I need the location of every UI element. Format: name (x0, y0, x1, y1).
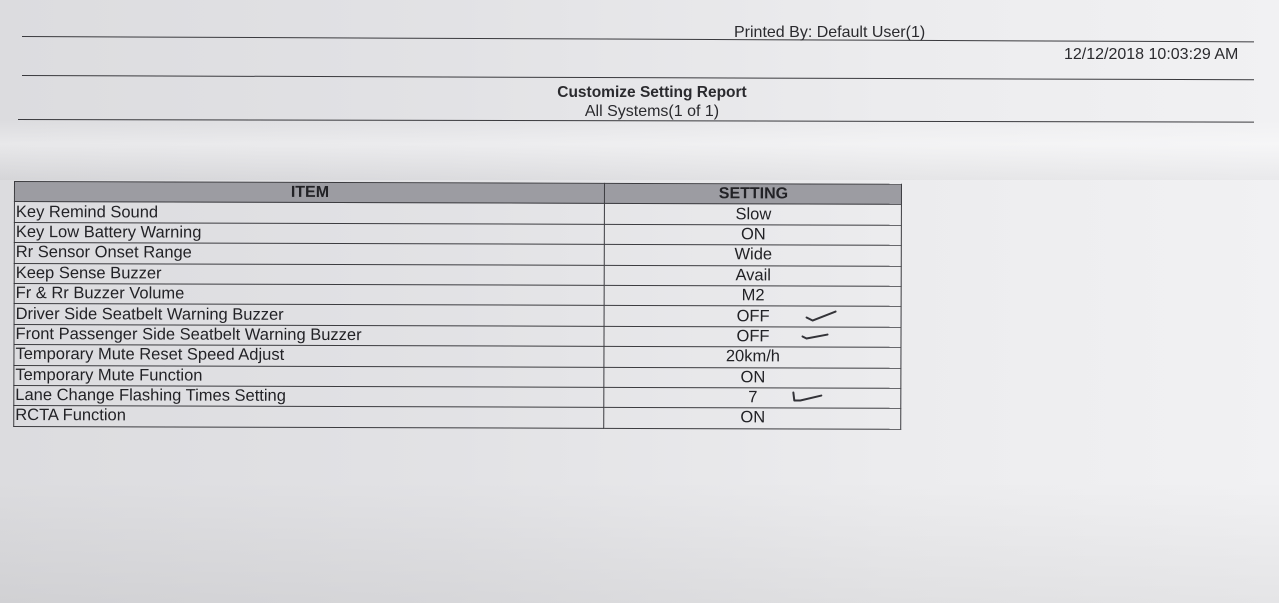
setting-value: 7 (748, 388, 758, 407)
item-cell: Fr & Rr Buzzer Volume (14, 283, 604, 305)
table-row (14, 283, 901, 306)
item-cell: Front Passenger Side Seatbelt Warning Buzzer (14, 324, 604, 346)
table-row (14, 222, 901, 245)
item-cell: Temporary Mute Reset Speed Adjust (14, 345, 604, 367)
print-timestamp: 12/12/2018 10:03:29 AM (1064, 46, 1239, 63)
item-cell: Rr Sensor Onset Range (14, 243, 604, 265)
column-header-item: ITEM (14, 182, 604, 204)
item-cell: Key Remind Sound (14, 202, 604, 224)
table-row (14, 385, 901, 408)
item-cell: Temporary Mute Function (14, 365, 604, 387)
paper-fold-highlight (0, 120, 1279, 180)
setting-value: OFF (736, 327, 770, 346)
setting-cell: ON (604, 224, 901, 245)
table-row (14, 406, 901, 429)
table-row (14, 243, 901, 266)
setting-value: OFF (736, 306, 770, 325)
table-row (14, 324, 901, 347)
table-header-row (14, 182, 901, 205)
setting-cell: ON (604, 367, 901, 388)
setting-cell-checked (604, 326, 901, 347)
handwritten-check-icon (800, 329, 830, 343)
item-cell: RCTA Function (14, 406, 604, 428)
setting-cell-checked (604, 387, 901, 408)
handwritten-check-icon (805, 309, 839, 325)
setting-cell: Avail (604, 265, 901, 286)
column-header-setting: SETTING (604, 183, 901, 204)
table-row (14, 202, 901, 225)
item-cell: Key Low Battery Warning (14, 222, 604, 244)
setting-cell: M2 (604, 285, 901, 306)
item-cell: Keep Sense Buzzer (14, 263, 604, 285)
paper-shadow (0, 480, 1279, 603)
report-subtitle: All Systems(1 of 1) (584, 103, 720, 120)
table-row (14, 304, 901, 327)
setting-cell: Wide (604, 245, 901, 266)
item-cell: Driver Side Seatbelt Warning Buzzer (14, 304, 604, 326)
header-rule-top (22, 36, 1254, 42)
table-body (14, 202, 902, 429)
table-row (14, 345, 901, 368)
table-row (14, 365, 901, 388)
report-title: Customize Setting Report (557, 84, 747, 101)
item-cell: Lane Change Flashing Times Setting (14, 385, 604, 407)
setting-cell: Slow (604, 204, 901, 225)
handwritten-check-icon (790, 390, 824, 406)
setting-cell-checked (604, 306, 901, 327)
printed-by-text: Printed By: Default User(1) (734, 24, 926, 41)
setting-cell: 20km/h (604, 346, 901, 367)
settings-table (13, 181, 902, 429)
table-row (14, 263, 901, 286)
header-rule-middle (22, 75, 1254, 80)
setting-cell: ON (604, 408, 901, 429)
